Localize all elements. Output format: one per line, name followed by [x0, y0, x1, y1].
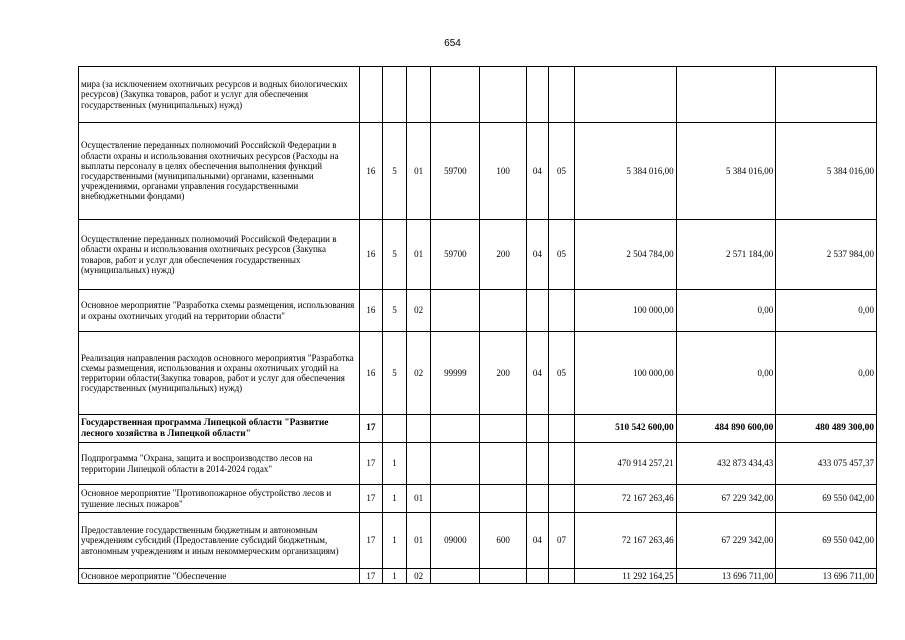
code-direction: 59700: [431, 123, 480, 220]
code-pp: [382, 67, 406, 123]
code-subsection: [548, 443, 574, 485]
code-subsection: 05: [548, 332, 574, 415]
table-row: [79, 67, 877, 123]
amount-year-1: 5 384 016,00: [575, 123, 677, 220]
code-expense-type: [480, 569, 526, 584]
row-description: Осуществление переданных полномочий Российской Федерации в области охраны и использования охотничьих ресурсов (Расходы на выплаты персоналу в целях обеспечения выполнения функций государственными (муниципальными) органами, казенными учреждениями, органами управления государственными внебюджетными фондами): [79, 123, 360, 220]
code-direction: 99999: [431, 332, 480, 415]
code-pp: [382, 415, 406, 443]
code-subsection: 05: [548, 220, 574, 290]
amount-year-1: [575, 67, 677, 123]
code-om: 02: [407, 332, 431, 415]
code-pp: 1: [382, 569, 406, 584]
code-pp: 5: [382, 290, 406, 332]
amount-year-2: 13 696 711,00: [676, 569, 776, 584]
code-om: 01: [407, 513, 431, 569]
row-description: Основное мероприятие "Разработка схемы размещения, использования и охраны охотничьих угодий на территории области": [79, 290, 360, 332]
code-subsection: [548, 569, 574, 584]
code-expense-type: 200: [480, 220, 526, 290]
budget-table: [78, 66, 877, 584]
code-gp: [359, 67, 382, 123]
code-expense-type: [480, 485, 526, 513]
amount-year-1: 100 000,00: [575, 332, 677, 415]
code-pp: 5: [382, 123, 406, 220]
code-gp: 17: [359, 485, 382, 513]
code-direction: [431, 415, 480, 443]
amount-year-2: [676, 67, 776, 123]
table-row: [79, 443, 877, 485]
code-pp: 1: [382, 485, 406, 513]
code-section: [526, 443, 548, 485]
code-section: [526, 485, 548, 513]
amount-year-2: 484 890 600,00: [676, 415, 776, 443]
row-description: Основное мероприятие "Обеспечение: [79, 569, 360, 584]
code-direction: 09000: [431, 513, 480, 569]
code-section: 04: [526, 513, 548, 569]
page-number: 654: [444, 38, 461, 49]
amount-year-2: 432 873 434,43: [676, 443, 776, 485]
code-expense-type: 200: [480, 332, 526, 415]
code-om: 01: [407, 485, 431, 513]
code-subsection: [548, 485, 574, 513]
code-section: [526, 569, 548, 584]
code-section: [526, 415, 548, 443]
code-section: 04: [526, 123, 548, 220]
code-om: 02: [407, 290, 431, 332]
row-description: Реализация направления расходов основного мероприятия "Разработка схемы размещения, использования и охраны охотничьих угодий на территории области(Закупка товаров, работ и услуг для обеспечения государственных (муниципальных) нужд): [79, 332, 360, 415]
code-om: [407, 67, 431, 123]
table-row: [79, 123, 877, 220]
amount-year-3: 13 696 711,00: [776, 569, 877, 584]
code-expense-type: [480, 67, 526, 123]
code-om: 01: [407, 123, 431, 220]
amount-year-3: 0,00: [776, 332, 877, 415]
row-description: Подпрограмма "Охрана, защита и воспроизводство лесов на территории Липецкой области в 2014-2024 годах": [79, 443, 360, 485]
code-expense-type: 100: [480, 123, 526, 220]
code-gp: 17: [359, 513, 382, 569]
row-description: Предоставление государственным бюджетным и автономным учреждениям субсидий (Предоставление субсидий бюджетным, автономным учреждениям и иным некоммерческим организациям): [79, 513, 360, 569]
code-gp: 16: [359, 332, 382, 415]
code-pp: 1: [382, 443, 406, 485]
code-gp: 17: [359, 443, 382, 485]
amount-year-1: 11 292 164,25: [575, 569, 677, 584]
amount-year-3: 0,00: [776, 290, 877, 332]
amount-year-3: [776, 67, 877, 123]
row-description: Основное мероприятие "Противопожарное обустройство лесов и тушение лесных пожаров": [79, 485, 360, 513]
code-gp: 17: [359, 569, 382, 584]
amount-year-1: 510 542 600,00: [575, 415, 677, 443]
row-description: Осуществление переданных полномочий Российской Федерации в области охраны и использования охотничьих ресурсов (Закупка товаров, работ и услуг для обеспечения государственных (муниципальных) нужд): [79, 220, 360, 290]
code-pp: 1: [382, 513, 406, 569]
amount-year-3: 69 550 042,00: [776, 513, 877, 569]
code-subsection: [548, 67, 574, 123]
amount-year-3: 433 075 457,37: [776, 443, 877, 485]
table-row: [79, 485, 877, 513]
code-pp: 5: [382, 332, 406, 415]
code-direction: [431, 485, 480, 513]
amount-year-1: 100 000,00: [575, 290, 677, 332]
table-row: [79, 290, 877, 332]
code-om: [407, 415, 431, 443]
amount-year-2: 67 229 342,00: [676, 485, 776, 513]
code-gp: 16: [359, 290, 382, 332]
amount-year-3: 2 537 984,00: [776, 220, 877, 290]
code-subsection: [548, 415, 574, 443]
code-om: 02: [407, 569, 431, 584]
amount-year-3: 480 489 300,00: [776, 415, 877, 443]
code-section: [526, 67, 548, 123]
code-direction: [431, 290, 480, 332]
code-pp: 5: [382, 220, 406, 290]
code-direction: [431, 67, 480, 123]
table-row: [79, 332, 877, 415]
row-description: мира (за исключением охотничьих ресурсов и водных биологических ресурсов) (Закупка товаров, работ и услуг для обеспечения государственных (муниципальных) нужд): [79, 67, 360, 123]
amount-year-1: 470 914 257,21: [575, 443, 677, 485]
amount-year-2: 0,00: [676, 290, 776, 332]
table-row: [79, 415, 877, 443]
code-direction: [431, 443, 480, 485]
table-row: [79, 569, 877, 584]
amount-year-1: 72 167 263,46: [575, 513, 677, 569]
code-subsection: [548, 290, 574, 332]
code-section: [526, 290, 548, 332]
code-om: 01: [407, 220, 431, 290]
code-gp: 16: [359, 123, 382, 220]
amount-year-3: 5 384 016,00: [776, 123, 877, 220]
code-om: [407, 443, 431, 485]
amount-year-3: 69 550 042,00: [776, 485, 877, 513]
amount-year-1: 72 167 263,46: [575, 485, 677, 513]
amount-year-2: 2 571 184,00: [676, 220, 776, 290]
amount-year-2: 0,00: [676, 332, 776, 415]
code-expense-type: 600: [480, 513, 526, 569]
amount-year-1: 2 504 784,00: [575, 220, 677, 290]
code-expense-type: [480, 415, 526, 443]
amount-year-2: 5 384 016,00: [676, 123, 776, 220]
row-description: Государственная программа Липецкой области "Развитие лесного хозяйства в Липецкой области": [79, 415, 360, 443]
code-section: 04: [526, 220, 548, 290]
table-row: [79, 513, 877, 569]
code-direction: [431, 569, 480, 584]
amount-year-2: 67 229 342,00: [676, 513, 776, 569]
code-direction: 59700: [431, 220, 480, 290]
table-row: [79, 220, 877, 290]
code-expense-type: [480, 290, 526, 332]
code-subsection: 07: [548, 513, 574, 569]
code-gp: 17: [359, 415, 382, 443]
code-subsection: 05: [548, 123, 574, 220]
code-gp: 16: [359, 220, 382, 290]
code-section: 04: [526, 332, 548, 415]
code-expense-type: [480, 443, 526, 485]
